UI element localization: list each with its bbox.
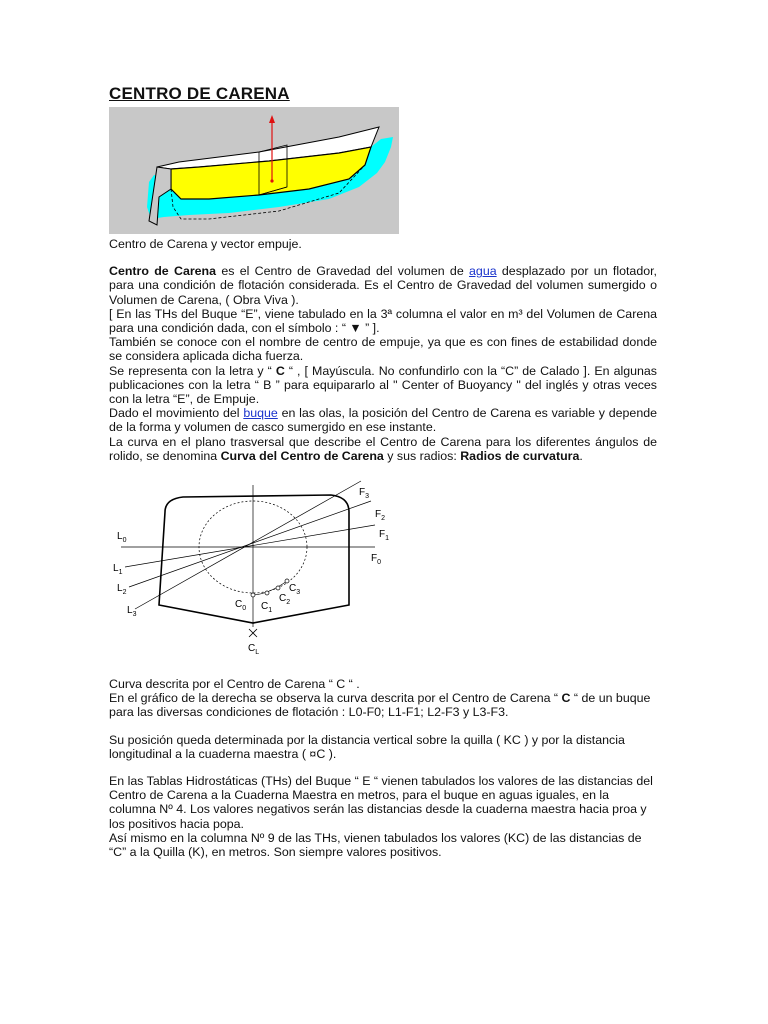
document-page — [109, 84, 657, 859]
curva-term: Curva del Centro de Carena — [220, 448, 384, 463]
label-f0: $F_0$ — [371, 553, 382, 567]
definition-text: es el Centro de Gravedad del volumen de — [216, 264, 470, 279]
buque-link[interactable]: buque — [243, 406, 278, 421]
grafico-letter: C — [561, 691, 571, 706]
curva-text-mid: y sus radios: — [383, 448, 461, 463]
definition-paragraph — [109, 264, 657, 307]
page-title: CENTRO DE CARENA — [109, 84, 290, 103]
grafico-paragraph — [109, 691, 657, 719]
label-c2: $C_2$ — [279, 593, 291, 607]
dado-text: Dado el movimiento del — [109, 406, 244, 421]
label-c3: $C_3$ — [289, 583, 301, 597]
dado-paragraph — [109, 406, 657, 434]
label-l3: $L_3$ — [127, 605, 137, 619]
label-f1: $F_1$ — [379, 529, 390, 543]
dado-text-end: en las olas, la posición del Centro de Carena es variable y depende de la forma y volumen de casco sumergido en ese instante. — [109, 406, 657, 435]
carena-curve-diagram — [103, 477, 393, 677]
label-f2: $F_2$ — [375, 509, 386, 523]
ship-caption: Centro de Carena y vector empuje. — [109, 237, 302, 251]
representa-text: Se representa con la letra y “ — [109, 363, 276, 378]
tambien-paragraph: También se conoce con el nombre de centro de empuje, ya que es con fines de estabilidad donde se considera aplicada dicha fuerza. — [109, 335, 657, 364]
ths-paragraph: [ En las THs del Buque “E”, viene tabulado en la 3ª columna el valor en m³ del Volumen de Carena para una condición dada, con el símbolo : “ ▼ ” ]. — [109, 306, 657, 336]
label-c1: $C_1$ — [261, 601, 273, 615]
radios-term: Radios de curvatura — [460, 448, 580, 463]
label-l1: $L_1$ — [113, 563, 123, 577]
asimismo-paragraph: Así mismo en la columna Nº 9 de las THs, vienen tabulados los valores (KC) de las distancias de “C” a la Quilla (K), en metros. Son siempre valores positivos. — [109, 830, 642, 860]
ship-buoyancy-figure — [109, 107, 399, 234]
label-f3: $F_3$ — [359, 487, 370, 501]
tablas-paragraph: En las Tablas Hidrostáticas (THs) del Buque “ E “ vienen tabulados los valores de las distancias del Centro de Carena a la Cuaderna Maestra en metros, para el buque en aguas iguales, en la columna Nº 4. Los valores negativos serán las distancias desde la cuaderna maestra hacia proa y los positivos hacia popa. — [109, 774, 653, 831]
representa-paragraph — [109, 364, 657, 407]
label-cl: $C_L$ — [248, 643, 260, 657]
definition-term: Centro de Carena — [109, 264, 217, 279]
grafico-text: En el gráfico de la derecha se observa la curva descrita por el Centro de Carena “ — [109, 691, 562, 706]
agua-link[interactable]: agua — [469, 264, 497, 279]
posicion-paragraph: Su posición queda determinada por la distancia vertical sobre la quilla ( KC ) y por la distancia longitudinal a la cuaderna maestra ( ¤C ). — [109, 732, 625, 761]
curva-text-end: . — [579, 448, 583, 463]
definition-text-end: desplazado por un flotador, para una condición de flotación considerada. Es el Centro de Gravedad del volumen sumergido o Volumen de Carena, ( Obra Viva ). — [109, 264, 657, 307]
curva-paragraph — [109, 435, 657, 463]
representa-text-end: “ , [ Mayúscula. No confundirlo con la “C” de Calado ]. En algunas publicaciones con la letra “ B ” para equipararlo al " Center of Buoyancy " del inglés y otras veces con la letra “E”, de Empuje. — [109, 363, 657, 407]
grafico-text-end: “ de un buque para las diversas condiciones de flotación : L0-F0; L1-F1; L2-F3 y L3-F3. — [109, 691, 651, 720]
representa-letter: C — [275, 363, 285, 378]
curva-text: La curva en el plano trasversal que describe el Centro de Carena para los diferentes ángulos de rolido, se denomina — [109, 434, 657, 463]
label-c0: $C_0$ — [235, 599, 247, 613]
label-l2: $L_2$ — [117, 583, 127, 597]
label-l0: $L_0$ — [117, 531, 127, 545]
diagram-caption: Curva descrita por el Centro de Carena “ C “ . — [109, 677, 360, 692]
